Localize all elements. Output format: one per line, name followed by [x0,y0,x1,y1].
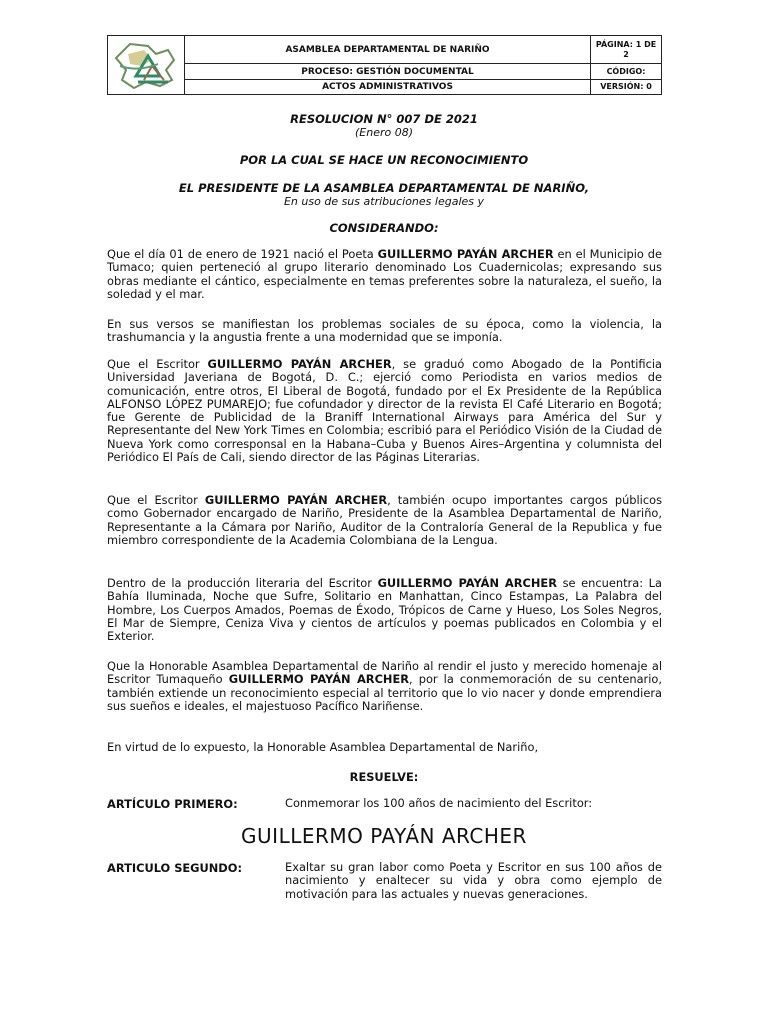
page-number-line2: 2 [623,49,629,59]
process-name: PROCESO: GESTIÓN DOCUMENTAL [185,64,591,80]
resolution-subject: POR LA CUAL SE HACE UN RECONOCIMIENTO [239,153,529,167]
article-2-label: ARTICULO SEGUNDO: [107,861,243,875]
asamblea-logo-icon [108,36,184,94]
p3-honoree-name: GUILLERMO PAYÁN ARCHER [207,357,392,371]
page-number-cell [591,36,661,64]
paragraph-7: En virtud de lo expuesto, la Honorable Asamblea Departamental de Nariño, [107,740,539,754]
p1-text-a: Que el día 01 de enero de 1921 nació el Poeta [107,247,378,261]
article-1-text: Conmemorar los 100 años de nacimiento del Escritor: [285,796,593,810]
resolution-date: (Enero 08) [354,126,414,139]
article-2-text: Exaltar su gran labor como Poeta y Escritor en sus 100 años de nacimiento y enaltecer su vida y obra como ejemplo de motivación para las actuales y nuevas generaciones. [285,860,662,901]
p4-text-b: , también ocupo importantes cargos públicos como Gobernador encargado de Nariño, Presidente de la Asamblea Departamental de Nariño, Representante a la Cámara por Nariño, Auditor de la Contraloría General de la Republica y fue miembro correspondiente de la Academia Colombiana de la Lengua. [107,493,663,547]
paragraph-2: En sus versos se manifiestan los problemas sociales de su época, como la violencia, la trashumancia y la angustia frente a una modernidad que se imponía. [107,317,662,345]
page-number-line1: PÁGINA: 1 DE [595,39,657,49]
article-1-label: ARTÍCULO PRIMERO: [107,797,238,811]
p1-honoree-name: GUILLERMO PAYÁN ARCHER [377,247,554,261]
paragraph-5 [107,577,662,643]
logo-cell [108,36,185,94]
considering-heading: CONSIDERANDO: [329,221,439,235]
p6-honoree-name: GUILLERMO PAYÁN ARCHER [228,672,410,687]
org-name: ASAMBLEA DEPARTAMENTAL DE NARIÑO [185,36,591,64]
resolution-powers: En uso de sus atribuciones legales y [283,195,485,208]
p3-text-b: , se graduó como Abogado de la Pontificia Universidad Javeriana de Bogotá, D. C.; ejerció como Periodista en varios medios de comunicación, entre otros, El Liberal de Bogotá, fundado por el Ex Presidente de la República ALFONSO LÓPEZ PUMAREJO; fue cofundador y director de la revista El Café Literario en Bogotá; fue Gerente de Publicidad de la Braniff International Airways para América del Sur y Representante del New York Times en Colombia; escribió para el Periódico Visión de la Ciudad de Nueva York como corresponsal en la Habana–Cuba y Buenos Aires–Argentina y columnista del Periódico El País de Cali, siendo director de las Páginas Literarias. [107,357,662,465]
p1-text-b: en el Municipio de Tumaco; quien perteneció al grupo literario denominado Los Cuadernicolas; expresando sus obras mediante el cántico, especialmente en temas preferentes sobre la naturaleza, el sueño, la soledad y el mar. [107,247,662,301]
version-cell: VERSIÓN: 0 [600,82,652,91]
resolve-heading: RESUELVE: [349,770,419,784]
p4-text-a: Que el Escritor [107,493,205,507]
resolution-title: RESOLUCION N° 007 DE 2021 [290,112,478,126]
honoree-name-large: GUILLERMO PAYÁN ARCHER [241,824,527,848]
paragraph-1 [107,248,662,301]
document-type: ACTOS ADMINISTRATIVOS [185,80,591,94]
p3-text-a: Que el Escritor [107,357,208,371]
paragraph-3 [107,358,662,464]
p5-honoree-name: GUILLERMO PAYÁN ARCHER [377,576,557,590]
paragraph-4 [107,494,662,547]
paragraph-6 [107,660,662,713]
document-header-table [107,35,662,95]
resolution-authority: EL PRESIDENTE DE LA ASAMBLEA DEPARTAMENTAL DE NARIÑO, [178,181,590,195]
p4-honoree-name: GUILLERMO PAYÁN ARCHER [204,493,388,507]
p6-text-b: , por la conmemoración de su centenario, también extiende un reconocimiento especial al territorio que lo vio nacer y donde emprendiera sus sueños e ideales, el majestuoso Pacífico Nariñense. [107,672,662,713]
p6-text-a: Que la Honorable Asamblea Departamental de Nariño al rendir el justo y merecido homenaje al Escritor Tumaqueño [107,659,662,687]
p5-text-b: se encuentra: La Bahía Iluminada, Noche que Sufre, Solitario en Manhattan, Cinco Estampas, La Palabra del Hombre, Los Cuerpos Amados, Poemas de Éxodo, Trópicos de Carne y Hueso, Los Soles Negros, El Mar de Siempre, Ceniza Viva y cientos de artículos y poemas publicados en Colombia y el Exterior. [107,576,662,644]
p5-text-a: Dentro de la producción literaria del Escritor [107,576,378,590]
code-cell: CÓDIGO: [591,64,661,80]
